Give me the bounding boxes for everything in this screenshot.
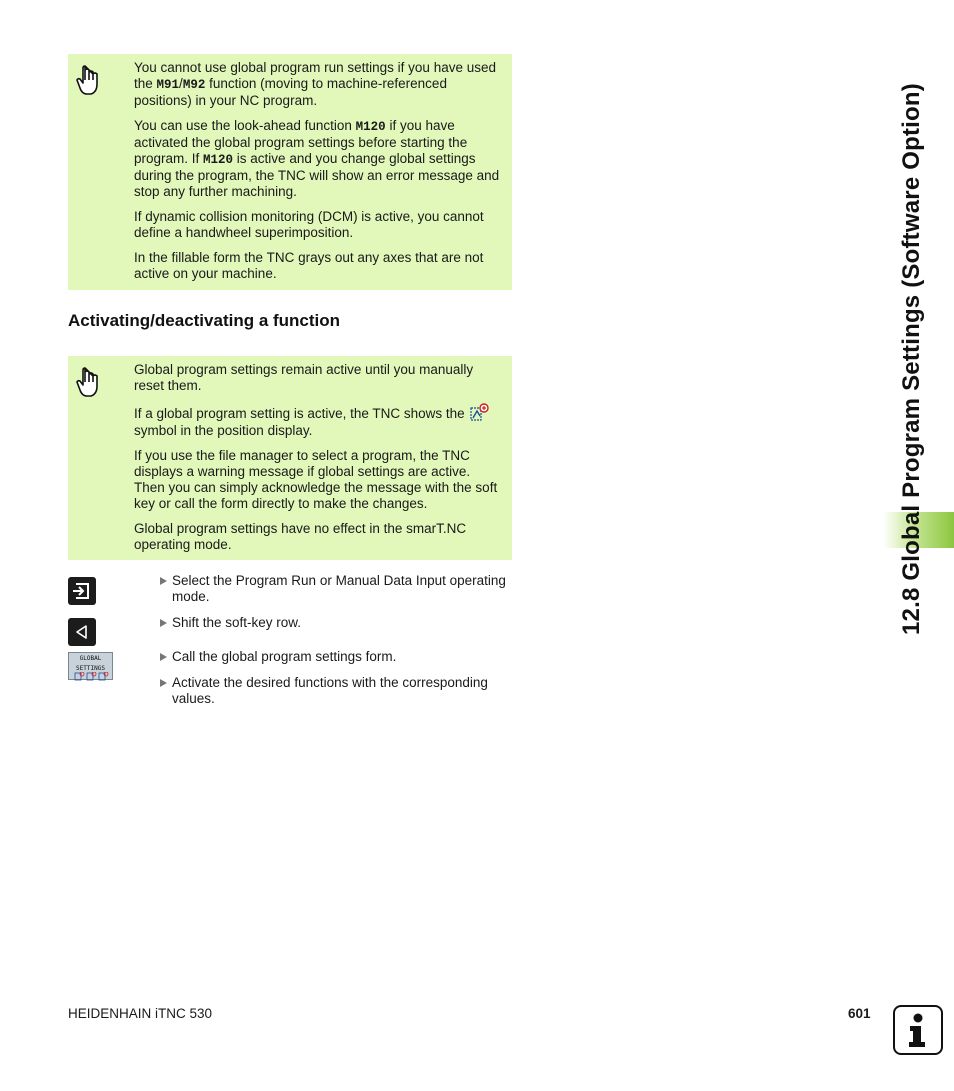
shift-softkey-row-key[interactable] xyxy=(68,618,96,646)
step-arrow-icon xyxy=(160,619,167,627)
program-run-arrow-icon xyxy=(68,577,96,605)
left-triangle-icon xyxy=(68,618,96,646)
note2-paragraph-1: Global program settings remain active until you manually reset them. xyxy=(134,362,474,393)
footer-product: HEIDENHAIN iTNC 530 xyxy=(68,1006,213,1021)
page-number: 601 xyxy=(848,1006,871,1021)
pointing-hand-icon xyxy=(76,64,102,98)
step-text: Activate the desired functions with the corresponding values. xyxy=(172,675,488,706)
note1-paragraph-2 xyxy=(134,118,500,200)
note-box-activation xyxy=(68,356,512,560)
note1-p1-text: You cannot use global program run settings if you have used the xyxy=(134,60,496,91)
pointing-hand-icon xyxy=(76,366,102,400)
step-arrow-icon xyxy=(160,653,167,661)
side-title-text: 12.8 Global Program Settings (Software Option) xyxy=(898,83,925,635)
note1-paragraph-4: In the fillable form the TNC grays out any axes that are not active on your machine. xyxy=(134,250,484,281)
code-separator: / xyxy=(179,76,183,91)
note1-p1-text-end: function (moving to machine-referenced positions) in your NC program. xyxy=(134,76,447,108)
note2-paragraph-4: Global program settings have no effect in the smarT.NC operating mode. xyxy=(134,521,467,552)
step-item xyxy=(160,573,514,605)
info-glyph-icon xyxy=(895,1007,941,1053)
note1-paragraph-1 xyxy=(134,60,500,109)
step-text: Call the global program settings form. xyxy=(172,649,397,664)
step-item xyxy=(160,649,514,665)
step-arrow-icon xyxy=(160,679,167,687)
step-item xyxy=(160,615,514,631)
code-m120: M120 xyxy=(355,120,386,134)
section-heading: Activating/deactivating a function xyxy=(68,311,341,330)
note1-p2-text: You can use the look-ahead function xyxy=(134,118,356,133)
note2-paragraph-3: If you use the file manager to select a program, the TNC displays a warning message if global settings are active. Then you can simply acknowledge the message with the soft key or call the form directly to make the changes. xyxy=(134,448,498,511)
note-box-restrictions xyxy=(68,54,512,290)
note1-p2-text-mid: if you have activated the global program settings before starting the program. If xyxy=(134,118,468,166)
global-settings-softkey[interactable] xyxy=(68,652,113,680)
code-m91: M91 xyxy=(156,78,180,92)
step-text: Shift the soft-key row. xyxy=(172,615,302,630)
note1-p2-text-end: is active and you change global settings during the program, the TNC will show an error message and stop any further machining. xyxy=(134,151,500,199)
info-icon xyxy=(893,1005,943,1055)
code-m120-second: M120 xyxy=(203,153,234,167)
note1-paragraph-3: If dynamic collision monitoring (DCM) is active, you cannot define a handwheel superimposition. xyxy=(134,209,484,240)
step-arrow-icon xyxy=(160,577,167,585)
code-m92: M92 xyxy=(182,78,206,92)
softkey-label-line1: GLOBAL xyxy=(79,655,102,662)
softkey-label-line2: SETTINGS xyxy=(76,664,105,672)
step-item xyxy=(160,675,514,707)
global-settings-symbol-icon xyxy=(468,403,490,423)
program-run-mode-key[interactable] xyxy=(68,577,96,605)
note2-p2-text: If a global program setting is active, the TNC shows the xyxy=(134,406,469,421)
step-text: Select the Program Run or Manual Data Input operating mode. xyxy=(172,573,506,604)
note2-p2-text-end: symbol in the position display. xyxy=(134,423,313,438)
note2-paragraph-2 xyxy=(134,403,500,439)
softkey-symbols-icon xyxy=(69,672,112,682)
